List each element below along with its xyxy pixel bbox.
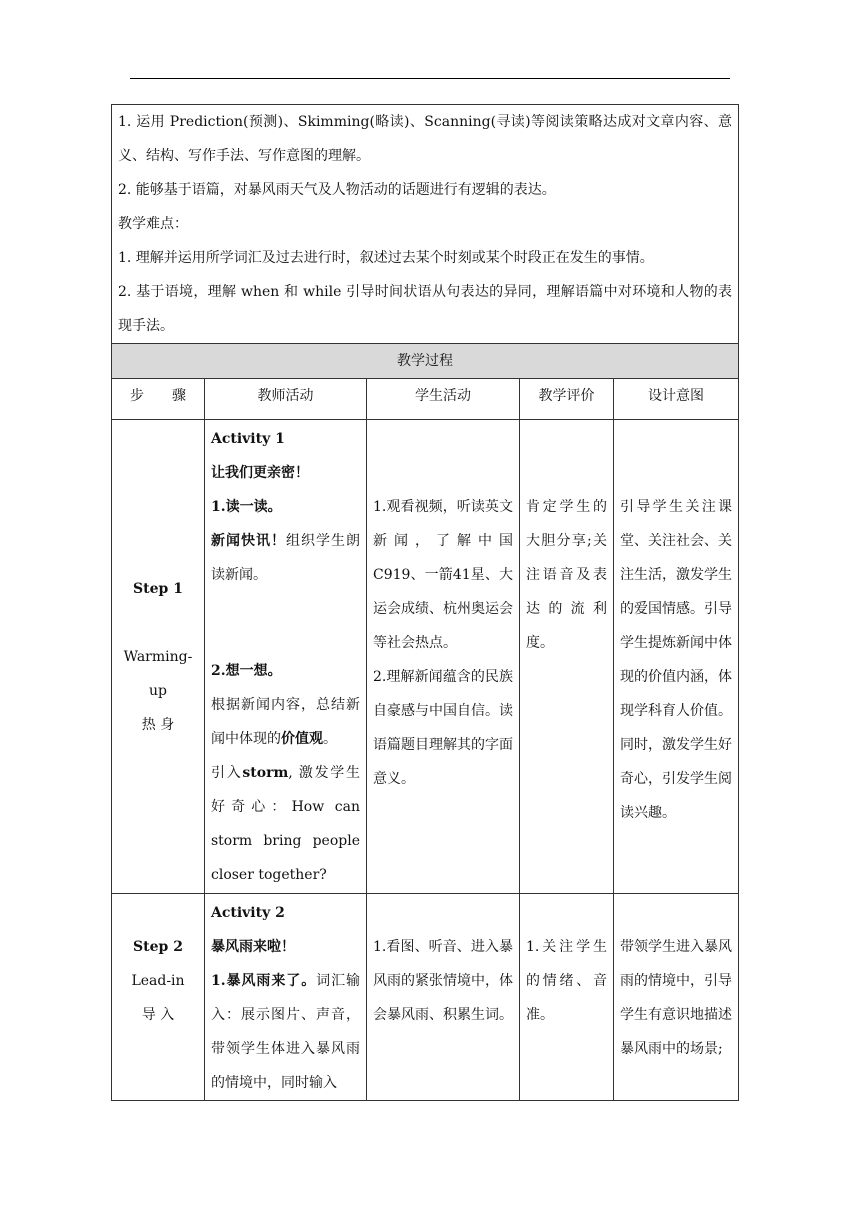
step2-activity: Activity 2 xyxy=(211,905,285,921)
process-header-row xyxy=(112,344,739,379)
step1-sub2-text-b: 。 xyxy=(323,731,337,747)
step1-title: 让我们更亲密！ xyxy=(211,465,309,481)
process-header: 教学过程 xyxy=(112,344,739,379)
column-header-row xyxy=(112,379,739,420)
difficulty-1: 1. 理解并运用所学词汇及过去进行时，叙述过去某个时刻或某个时段正在发生的事情。 xyxy=(118,250,654,266)
col-step: 步 骤 xyxy=(112,379,205,420)
objectives-cell xyxy=(112,105,739,344)
objective-1: 1. 运用 Prediction(预测)、Skimming(略读)、Scanning(寻读)等阅读策略达成对文章内容、意义、结构、写作手法、写作意图的理解。 xyxy=(118,114,733,164)
step1-sub2-bold: 价值观 xyxy=(281,731,323,747)
step2-student: 1.看图、听音、进入暴风雨的紧张情境中，体会暴风雨、积累生词。 xyxy=(367,894,520,1101)
step2-sub1: 1.暴风雨来了。 xyxy=(211,973,317,989)
step1-sub2-text-a: 根据新闻内容，总结新闻中体现的 xyxy=(211,697,360,747)
step1-label xyxy=(112,420,205,894)
step2-evaluation: 1.关注学生的情绪、音准。 xyxy=(520,894,614,1101)
difficulty-2: 2. 基于语境，理解 when 和 while 引导时间状语从句表达的异同，理解语篇中对环境和人物的表现手法。 xyxy=(118,284,733,334)
step1-student-2: 2.理解新闻蕴含的民族自豪感与中国自信。读语篇题目理解其的字面意义。 xyxy=(373,669,513,787)
step2-label xyxy=(112,894,205,1101)
step1-sub2: 2.想一想。 xyxy=(211,663,282,679)
col-teacher: 教师活动 xyxy=(205,379,367,420)
step1-evaluation: 肯定学生的大胆分享;关注语音及表达的流利度。 xyxy=(520,420,614,894)
step2-intent: 带领学生进入暴风雨的情境中，引导学生有意识地描述暴风雨中的场景; xyxy=(614,894,739,1101)
step2-row xyxy=(112,894,739,1101)
header-rule xyxy=(130,78,730,79)
lesson-plan-table xyxy=(111,104,739,1101)
col-evaluation: 教学评价 xyxy=(520,379,614,420)
step1-intent: 引导学生关注课堂、关注社会、关注生活，激发学生的爱国情感。引导学生提炼新闻中体现的价值内涵，体现学科育人价值。同时，激发学生好奇心，引发学生阅读兴趣。 xyxy=(614,420,739,894)
objective-2: 2. 能够基于语篇，对暴风雨天气及人物活动的话题进行有逻辑的表达。 xyxy=(118,182,556,198)
step1-activity: Activity 1 xyxy=(211,431,285,447)
step1-sub1: 1.读一读。 xyxy=(211,499,282,515)
step1-student xyxy=(367,420,520,894)
step1-teacher xyxy=(205,420,367,894)
col-student: 学生活动 xyxy=(367,379,520,420)
step2-cn: 导 入 xyxy=(141,1007,175,1023)
step1-en: Step 1 xyxy=(133,580,183,597)
step1-row xyxy=(112,420,739,894)
step1-student-1: 1.观看视频，听读英文新闻，了解中国C919、一箭41星、大运会成绩、杭州奥运会等社会热点。 xyxy=(373,499,513,651)
step2-sub1-text: 词汇输入：展示图片、声音，带领学生体进入暴风雨的情境中，同时输入 xyxy=(211,973,361,1091)
col-intent: 设计意图 xyxy=(614,379,739,420)
step2-en: Step 2 xyxy=(133,939,183,955)
difficulties-heading: 教学难点： xyxy=(118,216,188,232)
step2-en2: Lead-in xyxy=(131,973,185,989)
step2-teacher xyxy=(205,894,367,1101)
step1-sub1-lead: 新闻快讯！ xyxy=(211,533,286,549)
step1-intro-a: 引入 xyxy=(211,765,243,781)
step1-intro-bold: storm xyxy=(242,765,289,781)
step1-sub1-text: 组织学生朗读新闻。 xyxy=(211,533,360,583)
step1-intro-b: , 激发学生好奇心：How can storm bring people closer together? xyxy=(211,765,360,883)
step1-cn: 热 身 xyxy=(141,716,175,733)
objectives-row xyxy=(112,105,739,344)
step2-title: 暴风雨来啦！ xyxy=(211,939,295,955)
step1-en2: Warming-up xyxy=(123,648,193,699)
